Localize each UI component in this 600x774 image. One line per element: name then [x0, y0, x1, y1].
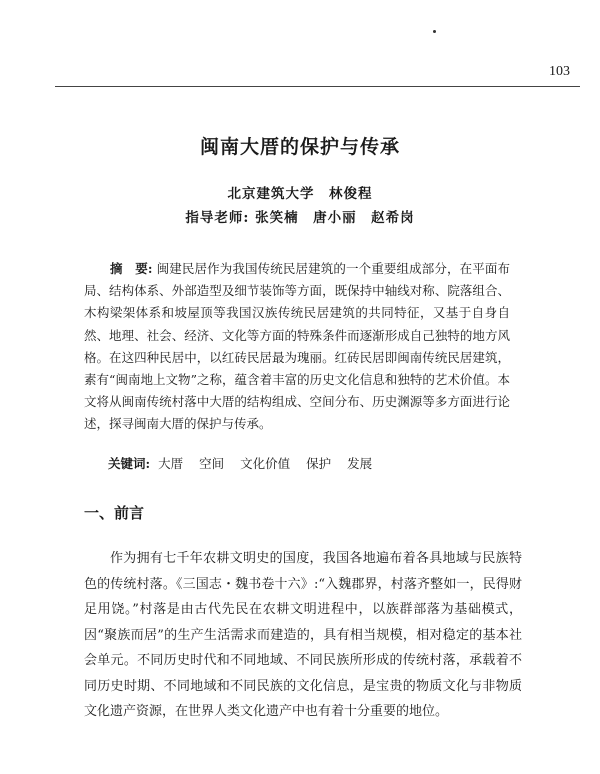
scan-speck: [433, 30, 436, 33]
keyword: 文化价值: [240, 456, 291, 471]
abstract: [84, 258, 510, 436]
keywords-label: 关键词:: [108, 456, 151, 471]
keyword: 空间: [199, 456, 225, 471]
article-title: 闽南大厝的保护与传承: [199, 136, 400, 158]
abstract-label: 摘 要:: [110, 261, 153, 276]
abstract-text: 闽建民居作为我国传统民居建筑的一个重要组成部分，在平面布局、结构体系、外部造型及细节装饰等方面，既保持中轴线对称、院落组合、木构梁架体系和坡屋顶等我国汉族传统民居建筑的共同特征，又基于自身自然、地理、社会、经济、文化等方面的特殊条件而逐渐形成自己独特的地方风格。在这四种民居中，以红砖民居最为瑰丽。红砖民居即闽南传统民居建筑，素有“闽南地上文物”之称，蕴含着丰富的历史文化信息和独特的艺术价值。本文将从闽南传统村落中大厝的结构组成、空间分布、历史渊源等多方面进行论述，探寻闽南大厝的保护与传承。: [84, 261, 510, 432]
page-number: 103: [549, 64, 570, 79]
advisors-line: 指导老师: 张笑楠 唐小丽 赵希岗: [185, 210, 415, 226]
keywords: [108, 454, 384, 472]
keyword: 大厝: [158, 456, 184, 471]
keyword: 保护: [306, 456, 332, 471]
header-rule: [55, 86, 580, 87]
author-affiliation: 北京建筑大学 林俊程: [227, 186, 373, 202]
keyword: 发展: [347, 456, 373, 471]
section-heading: 一、前言: [84, 504, 145, 522]
body-paragraph: 作为拥有七千年农耕文明史的国度，我国各地遍布着各具地域与民族特色的传统村落。《三国志・魏书卷十六》:“入魏郡界，村落齐整如一，民得财足用饶。”村落是由古代先民在农耕文明进程中，以族群部落为基础模式，因“聚族而居”的生产生活需求而建造的，具有相当规模，相对稳定的基本社会单元。不同历史时代和不同地域、不同民族所形成的传统村落，承载着不同历史时期、不同地域和不同民族的文化信息，是宝贵的物质文化与非物质文化遗产资源，在世界人类文化遗产中也有着十分重要的地位。: [84, 551, 522, 719]
